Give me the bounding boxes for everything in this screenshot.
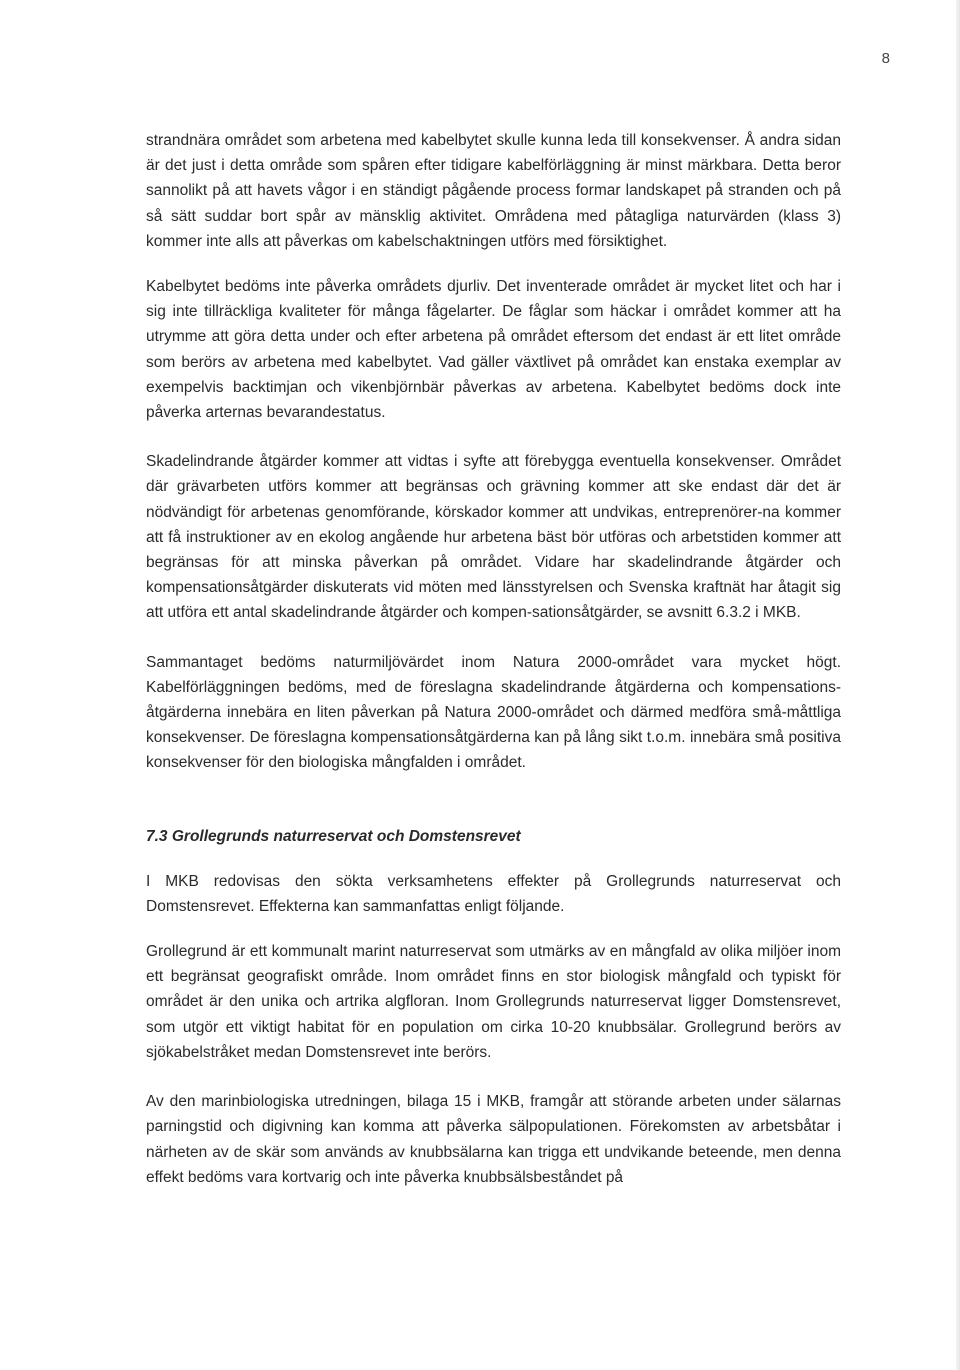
paragraph-seal-impact: Av den marinbiologiska utredningen, bilaga 15 i MKB, framgår att störande arbeten under sälarnas parningstid och digivning kan komma att påverka sälpopulationen. Förekomsten av arbetsbåtar i närheten av de skär som används av knubbsälarna kan trigga ett undvikande beteende, men denna effekt bedöms vara kortvarig och inte påverka knubbsälsbeståndet på [146, 1093, 841, 1186]
section-heading: 7.3 Grollegrunds naturreservat och Domstensrevet [146, 827, 521, 845]
page-number: 8 [881, 50, 890, 67]
paragraph-section-intro: I MKB redovisas den sökta verksamhetens effekter på Grollegrunds naturreservat och Domstensrevet. Effekterna kan sammanfattas enligt följande. [146, 872, 841, 915]
document-body [146, 128, 841, 1190]
paragraph-shoreline-impact: strandnära området som arbetena med kabelbytet skulle kunna leda till konsekvenser. Å andra sidan är det just i detta område som spåren efter tidigare kabelförläggning är minst märkbara. Detta beror sannolikt på att havets vågor i en ständigt pågående process formar landskapet på stranden och på så sätt suddar bort spår av mänsklig aktivitet. Områdena med påtagliga naturvärden (klass 3) kommer inte alls att påverkas om kabelschaktningen utförs med försiktighet. [146, 132, 841, 250]
paragraph-overall-assessment: Sammantaget bedöms naturmiljövärdet inom Natura 2000-området vara mycket högt. Kabelförläggningen bedöms, med de föreslagna skadelindrande åtgärderna och kompensations-åtgärderna innebära en liten påverkan på Natura 2000-området och därmed medföra små-måttliga konsekvenser. De föreslagna kompensationsåtgärderna kan på lång sikt t.o.m. innebära små positiva konsekvenser för den biologiska mångfalden i området. [146, 653, 841, 772]
paragraph-grollegrund-description: Grollegrund är ett kommunalt marint naturreservat som utmärks av en mångfald av olika miljöer inom ett begränsat geografiskt område. Inom området finns en stor biologisk mångfald och typiskt för området är den unika och artrika algfloran. Inom Grollegrunds naturreservat ligger Domstensrevet, som utgör ett viktigt habitat för en population om cirka 10-20 knubbsälar. Grollegrund berörs av sjökabelstråket medan Domstensrevet inte berörs. [146, 943, 841, 1061]
scan-edge-shadow [956, 0, 960, 1370]
paragraph-mitigation-measures: Skadelindrande åtgärder kommer att vidtas i syfte att förebygga eventuella konsekvenser. Området där grävarbeten utförs kommer att begränsas och grävning kommer att ske endast där det är nödvändigt för arbetenas genomförande, körskador kommer att undvikas, entreprenörer-na kommer att få instruktioner av en ekolog angående hur arbetena bäst bör utföras och arbetstiden kommer att begränsas för att minska påverkan på området. Vidare har skadelindrande åtgärder och kompensationsåtgärder diskuterats vid möten med länsstyrelsen och Svenska kraftnät har åtagit sig att utföra ett antal skadelindrande åtgärder och kompen-sationsåtgärder, se avsnitt 6.3.2 i MKB. [146, 453, 841, 622]
paragraph-wildlife-impact: Kabelbytet bedöms inte påverka områdets djurliv. Det inventerade området är mycket litet och har i sig inte tillräckliga kvaliteter för många fågelarter. De fåglar som häckar i området kommer att ha utrymme att göra detta under och efter arbetena på området eftersom det endast är ett litet område som berörs av arbetena med kabelbytet. Vad gäller växtlivet på området kan enstaka exemplar av exempelvis backtimjan och vikenbjörnbär påverkas av arbetena. Kabelbytet bedöms dock inte påverka arternas bevarandestatus. [146, 278, 841, 422]
